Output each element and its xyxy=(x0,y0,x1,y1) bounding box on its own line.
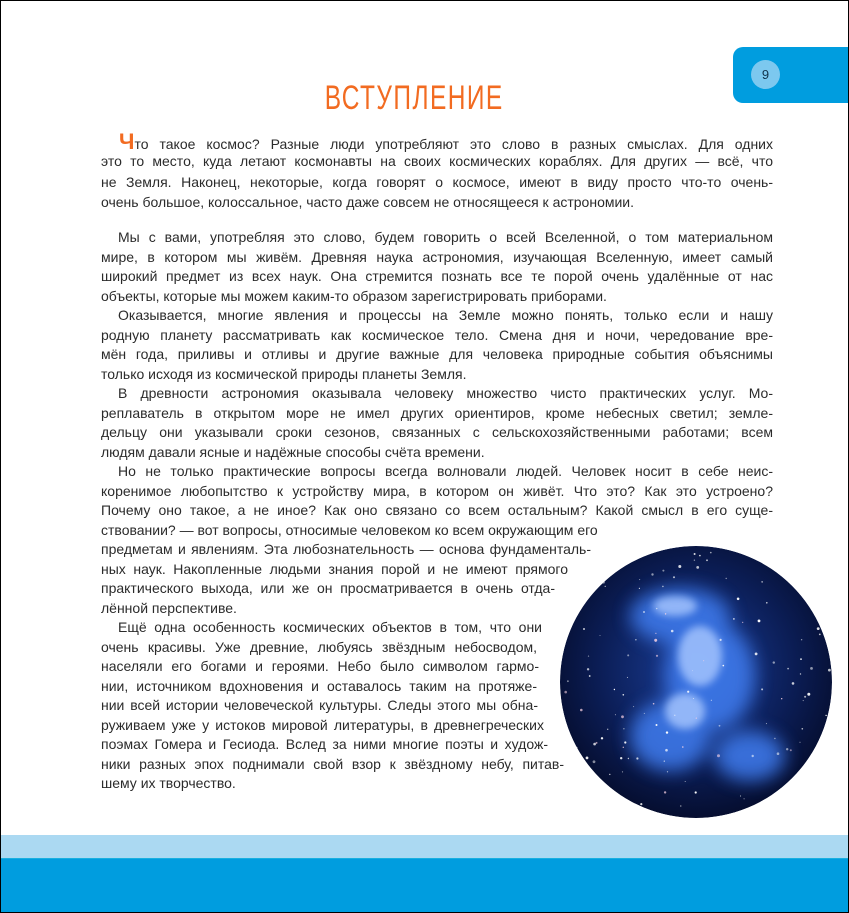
star xyxy=(733,618,735,620)
star xyxy=(819,634,821,636)
star xyxy=(620,757,622,759)
text-line-content: руживаем уже у истоков мировой литературы, в древнегреческих xyxy=(101,716,544,733)
text-line-content: Ещё одна особенность космических объектов в том, что они xyxy=(118,619,542,635)
star xyxy=(744,798,745,799)
star xyxy=(792,682,795,685)
star xyxy=(678,565,681,568)
footer-band-light xyxy=(1,835,848,858)
star xyxy=(803,700,804,701)
star xyxy=(656,608,657,609)
star xyxy=(821,762,824,765)
text-line-content: мён года, приливы и отливы и другие важные для человека природные события объяснимы xyxy=(101,346,773,362)
star xyxy=(607,729,608,730)
text-line xyxy=(101,194,773,211)
text-line-content: нии всей истории человеческой культуры. Следы этого мы обна- xyxy=(101,697,538,713)
text-line-content: широкий предмет из всех наук. Она стремится познать все те порой очень удалённые от нас xyxy=(101,268,773,284)
star xyxy=(671,630,674,633)
star xyxy=(674,715,675,716)
text-line xyxy=(101,366,773,383)
star xyxy=(656,655,658,657)
star xyxy=(624,741,626,743)
star xyxy=(583,628,585,630)
star xyxy=(644,713,645,714)
text-line xyxy=(101,580,555,597)
star xyxy=(758,620,761,623)
text-line-content: В древности астрономия оказывала человеку множество чисто практических услуг. Мо- xyxy=(118,385,773,401)
text-line-content: населяли его богами и героями. Небо было символом гармо- xyxy=(101,658,539,674)
text-line xyxy=(101,541,591,558)
star xyxy=(740,796,741,797)
star xyxy=(627,677,628,678)
star xyxy=(623,694,625,696)
star xyxy=(665,613,666,614)
chapter-title xyxy=(1,79,828,118)
star xyxy=(662,586,664,588)
star xyxy=(596,742,598,744)
star xyxy=(584,558,586,560)
star xyxy=(804,696,806,698)
star xyxy=(687,691,689,693)
star xyxy=(614,689,615,690)
star xyxy=(766,602,768,604)
text-line xyxy=(118,463,773,480)
star xyxy=(662,570,664,572)
star xyxy=(622,771,623,772)
text-line xyxy=(101,288,773,305)
star xyxy=(593,743,596,746)
text-line xyxy=(101,658,539,675)
star xyxy=(564,691,567,694)
text-line-content: ники разных эпох поднимали свой взор к звёздному небу, питав- xyxy=(101,755,564,772)
text-line-content: не Земля. Наконец, некоторые, когда говорят о космосе, имеют в виду просто что-то очень- xyxy=(101,173,773,190)
star xyxy=(761,581,762,582)
page-number: 9 xyxy=(751,60,780,89)
text-line xyxy=(101,444,773,461)
star xyxy=(587,668,589,670)
text-line-content: ных наук. Накопленные людьми знания порой и не имеют прямого xyxy=(101,560,568,577)
star xyxy=(582,564,583,565)
text-line-content: только исходя из космической природы планеты Земля. xyxy=(101,365,467,382)
star xyxy=(825,715,826,716)
star xyxy=(726,578,727,579)
text-line xyxy=(101,522,773,539)
star xyxy=(802,728,804,730)
text-line-content: родную планету рассматривать как космическое тело. Смена дня и ночи, чередование вре- xyxy=(101,326,773,343)
text-line-content: очень красивы. Уже древние, любуясь звёздным небосводом, xyxy=(101,638,537,655)
text-line-content: очень большое, колоссальное, часто даже совсем не относящееся к астрономии. xyxy=(101,193,635,210)
text-line xyxy=(101,268,773,285)
text-line-content: ствовании? — вот вопросы, относимые человеком ко всем окружающим его xyxy=(101,521,598,538)
text-line-content: коренимое любопытство к устройству мира, в котором он живёт. Что это? Как это устроено? xyxy=(101,482,773,499)
text-line-content: Почему оно такое, а не иное? Как оно связано со всем остальным? Какой смысл в его суще- xyxy=(101,502,773,518)
text-line xyxy=(101,327,773,344)
footer-band-dark xyxy=(1,858,848,912)
star xyxy=(575,615,577,617)
star xyxy=(623,728,624,729)
star xyxy=(790,749,792,751)
star xyxy=(774,738,775,739)
text-line xyxy=(101,736,548,753)
text-line xyxy=(101,717,544,734)
star xyxy=(580,709,583,712)
text-line-content: дельцу они указывали сроки сезонов, связанных с сельскохозяйственными работами; всем xyxy=(101,424,773,440)
text-line-content: шему их творчество. xyxy=(101,775,236,791)
star xyxy=(816,570,818,572)
star xyxy=(797,591,798,592)
text-line xyxy=(101,174,773,191)
text-line-content: то такое космос? Разные люди употребляют это слово в разных смыслах. Для одних xyxy=(134,136,773,152)
star xyxy=(636,757,638,759)
star xyxy=(627,654,629,656)
text-line xyxy=(101,249,773,266)
star xyxy=(667,771,668,772)
star xyxy=(643,611,645,613)
text-line-content: предметам и явлениям. Эта любознательность — основа фундаменталь- xyxy=(101,541,591,557)
star xyxy=(694,553,696,555)
star xyxy=(710,552,712,554)
text-line xyxy=(101,756,564,773)
star xyxy=(609,774,610,775)
star xyxy=(583,584,585,586)
text-line-content: Оказывается, многие явления и процессы на Земле можно понять, только если и нашу xyxy=(118,307,773,323)
star xyxy=(636,546,638,547)
star xyxy=(737,598,740,601)
text-line-content: лённой перспективе. xyxy=(101,599,237,616)
star xyxy=(696,718,697,719)
star xyxy=(633,706,634,707)
star xyxy=(654,639,657,642)
star xyxy=(738,548,739,549)
text-line xyxy=(101,153,773,170)
star xyxy=(664,791,666,793)
text-line xyxy=(101,697,538,714)
text-line xyxy=(101,502,773,519)
star xyxy=(599,810,600,811)
text-line xyxy=(101,639,537,656)
text-line xyxy=(118,385,773,402)
star xyxy=(810,591,811,592)
star xyxy=(829,725,830,726)
star xyxy=(703,660,704,661)
star xyxy=(694,560,695,561)
star xyxy=(666,731,668,733)
star xyxy=(685,781,686,782)
star xyxy=(635,639,636,640)
star xyxy=(621,715,624,718)
star xyxy=(601,737,603,739)
star xyxy=(828,669,831,672)
star xyxy=(695,791,697,793)
star xyxy=(717,754,720,757)
star xyxy=(651,573,653,575)
text-line xyxy=(101,424,773,441)
star xyxy=(605,586,606,587)
star xyxy=(665,749,668,752)
star xyxy=(816,763,818,765)
star xyxy=(720,639,722,641)
star xyxy=(664,761,665,762)
text-line-content: поэмах Гомера и Гесиода. Вслед за ними многие поэты и худож- xyxy=(101,736,548,752)
star xyxy=(800,742,801,743)
text-line-content: Мы с вами, употребляя это слово, будем говорить о всей Вселенной, о том материальном xyxy=(118,229,773,245)
star xyxy=(723,665,725,667)
star xyxy=(615,714,616,715)
star xyxy=(600,635,601,636)
text-line-content: это то место, куда летают космонавты на своих космических кораблях. Для других — всё, что xyxy=(101,153,773,170)
star xyxy=(787,668,789,670)
star xyxy=(585,582,586,583)
star xyxy=(777,752,780,755)
star xyxy=(563,581,565,583)
star xyxy=(755,653,758,656)
star xyxy=(653,703,655,705)
star xyxy=(561,643,563,645)
star xyxy=(628,758,629,759)
star xyxy=(586,757,589,760)
star xyxy=(655,633,656,634)
star xyxy=(801,639,802,640)
drop-cap: Ч xyxy=(119,129,135,154)
text-line-content: объекты, которые мы можем каким-то образом зарегистрировать приборами. xyxy=(101,287,607,304)
star xyxy=(656,724,658,726)
star xyxy=(773,661,775,663)
star xyxy=(766,723,767,724)
star xyxy=(682,746,684,748)
star xyxy=(576,747,578,749)
star xyxy=(752,755,754,757)
star xyxy=(761,688,763,690)
star xyxy=(752,807,754,809)
star xyxy=(831,550,832,551)
star xyxy=(699,555,701,557)
star xyxy=(589,675,591,677)
text-line xyxy=(101,561,568,578)
star xyxy=(567,680,569,682)
star xyxy=(781,698,782,699)
star xyxy=(800,658,802,660)
star xyxy=(817,627,820,630)
text-line-content: мире, в котором мы живём. Древняя наука астрономия, изучающая Вселенную, имеет самый xyxy=(101,248,773,265)
star xyxy=(826,547,827,548)
text-line-content: нии, источником вдохновения и оставалось таким на протяже- xyxy=(101,677,537,694)
star xyxy=(742,622,743,623)
star xyxy=(640,803,642,805)
star xyxy=(822,797,825,800)
text-line-content: Но не только практические вопросы всегда волновали людей. Человек носит в себе неис- xyxy=(118,463,773,479)
star xyxy=(607,558,610,561)
star xyxy=(696,566,699,569)
text-line xyxy=(101,346,773,363)
star xyxy=(595,577,598,580)
star xyxy=(827,618,828,619)
star xyxy=(807,693,810,696)
star xyxy=(800,673,801,674)
star xyxy=(706,559,708,561)
star xyxy=(604,546,606,547)
text-line xyxy=(118,229,773,246)
star xyxy=(810,667,813,670)
star xyxy=(588,656,589,657)
star xyxy=(680,805,681,806)
star xyxy=(639,588,640,589)
star xyxy=(752,549,753,550)
text-line-content: реплаватель в открытом море не имел других ориентиров, кроме небесных светил; земле- xyxy=(101,404,773,421)
star xyxy=(623,747,624,748)
chapter-title-text: ВСТУПЛЕНИЕ xyxy=(325,79,504,117)
nebula-image xyxy=(560,546,832,818)
text-line-content: людям давали ясные и надёжные способы счёта времени. xyxy=(101,443,485,460)
text-line-content: практического выхода, или же он просматривается в очень отда- xyxy=(101,580,555,596)
star xyxy=(673,576,675,578)
star xyxy=(639,579,640,580)
star xyxy=(719,725,721,727)
star xyxy=(603,571,605,573)
text-line xyxy=(101,483,773,500)
star xyxy=(711,700,712,701)
text-line xyxy=(101,678,537,695)
star xyxy=(774,815,775,816)
text-line xyxy=(101,405,773,422)
star xyxy=(593,760,596,763)
star xyxy=(602,581,605,584)
text-line xyxy=(118,619,542,636)
text-line xyxy=(119,129,773,154)
star xyxy=(692,670,693,671)
star xyxy=(693,698,694,699)
star xyxy=(786,748,788,750)
text-line xyxy=(118,307,773,324)
star xyxy=(560,631,561,632)
